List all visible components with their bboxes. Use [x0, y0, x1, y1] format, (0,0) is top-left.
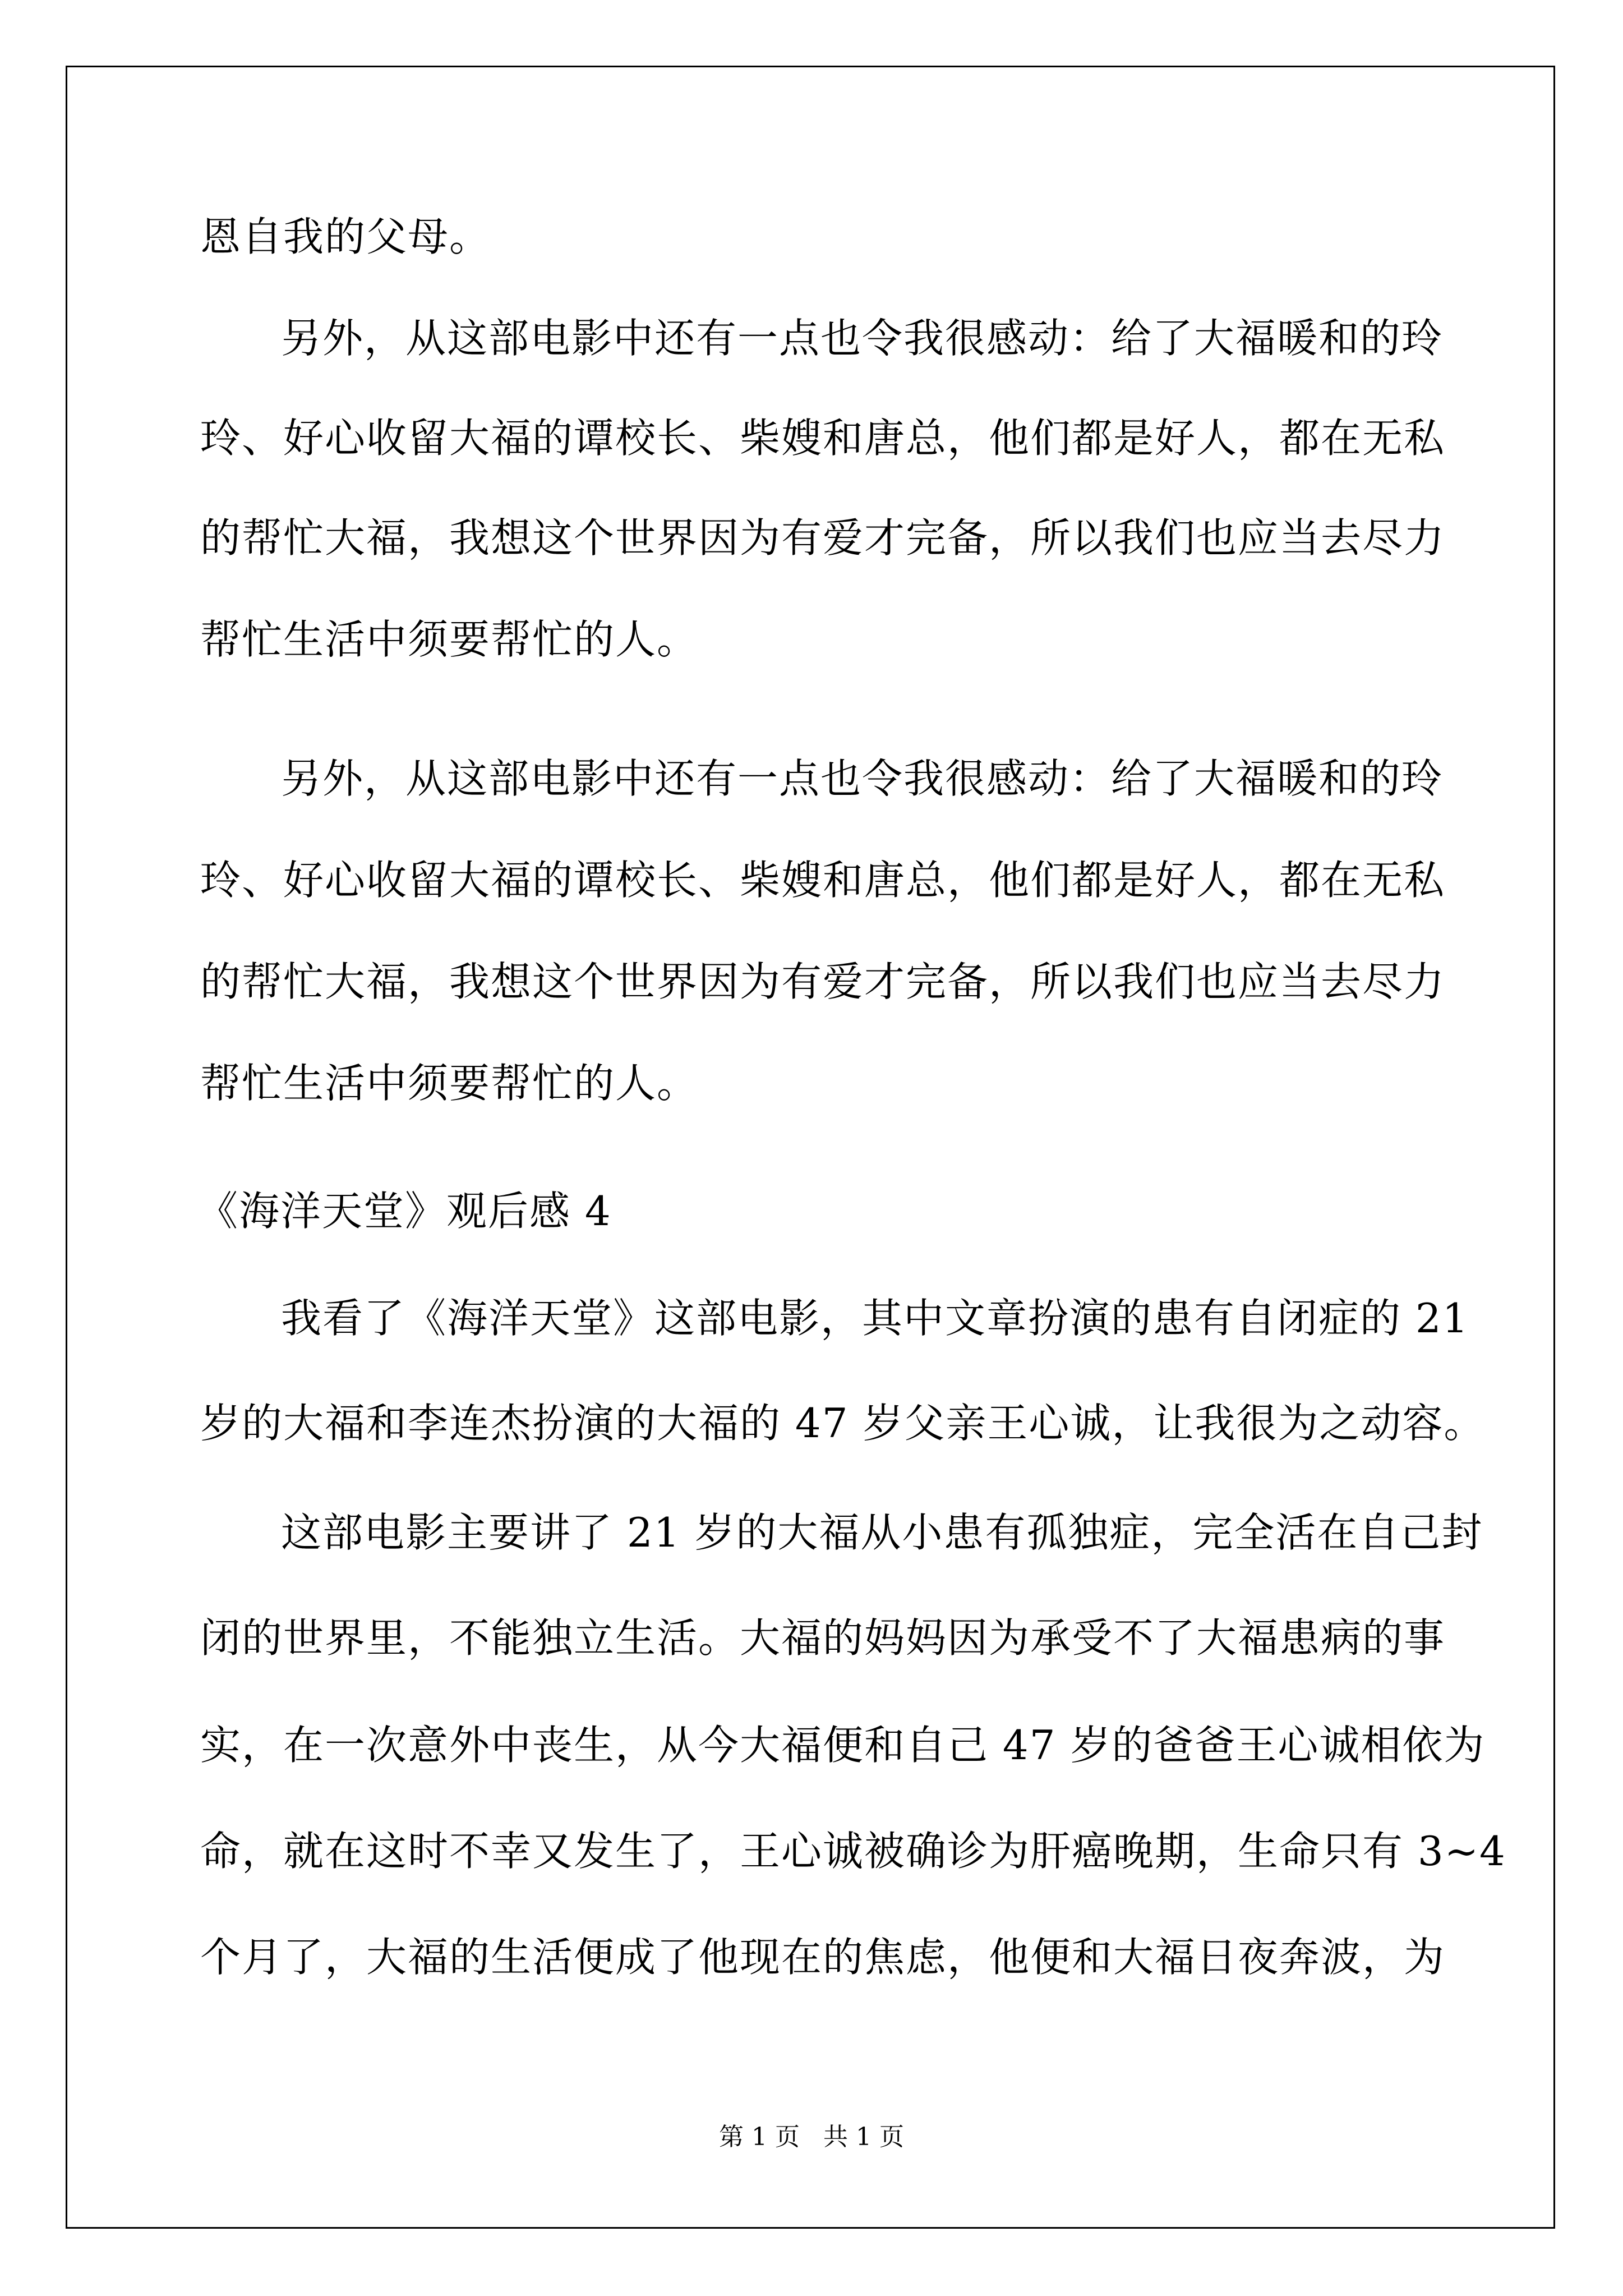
text-line-5: 帮忙生活中须要帮忙的人。 [200, 616, 699, 663]
text-line-15: 实，在一次意外中丧生，从今大福便和自己 47 岁的爸爸王心诚相依为 [200, 1722, 1486, 1769]
text-line-16: 命，就在这时不幸又发生了，王心诚被确诊为肝癌晚期，生命只有 3~4 [200, 1828, 1506, 1875]
page-footer: 第 1 页 共 1 页 [719, 2123, 904, 2151]
text-line-4: 的帮忙大福，我想这个世界因为有爱才完备，所以我们也应当去尽力 [200, 514, 1446, 562]
text-line-11: 我看了《海洋天堂》这部电影，其中文章扮演的患有自闭症的 21 [281, 1295, 1469, 1342]
text-line-14: 闭的世界里，不能独立生活。大福的妈妈因为承受不了大福患病的事 [200, 1614, 1446, 1662]
text-line-1: 恩自我的父母。 [200, 213, 491, 260]
text-line-12: 岁的大福和李连杰扮演的大福的 47 岁父亲王心诚，让我很为之动容。 [200, 1400, 1486, 1447]
page-border [66, 66, 1555, 2229]
text-line-7: 玲、好心收留大福的谭校长、柴嫂和唐总，他们都是好人，都在无私 [200, 857, 1446, 904]
text-line-17: 个月了，大福的生活便成了他现在的焦虑，他便和大福日夜奔波，为 [200, 1934, 1446, 1981]
text-line-9: 帮忙生活中须要帮忙的人。 [200, 1060, 699, 1107]
text-line-2: 另外，从这部电影中还有一点也令我很感动：给了大福暖和的玲 [281, 315, 1444, 362]
text-line-6: 另外，从这部电影中还有一点也令我很感动：给了大福暖和的玲 [281, 755, 1444, 802]
text-line-13: 这部电影主要讲了 21 岁的大福从小患有孤独症，完全活在自己封 [281, 1509, 1483, 1556]
text-line-8: 的帮忙大福，我想这个世界因为有爱才完备，所以我们也应当去尽力 [200, 958, 1446, 1005]
section-heading: 《海洋天堂》观后感 4 [197, 1188, 612, 1235]
text-line-3: 玲、好心收留大福的谭校长、柴嫂和唐总，他们都是好人，都在无私 [200, 415, 1446, 462]
